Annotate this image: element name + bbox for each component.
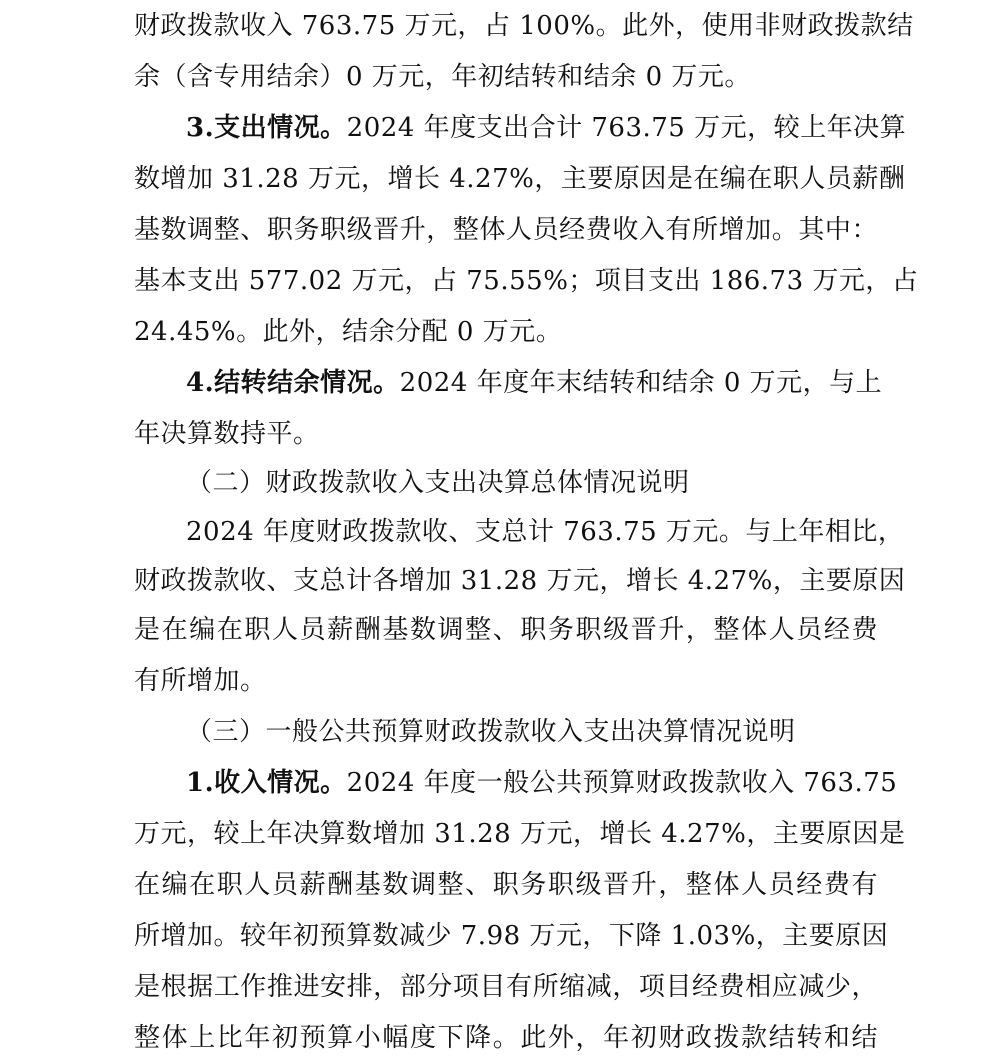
text-line-17-text: 万元，较上年决算数增加 31.28 万元，增长 4.27%，主要原因是 [134, 819, 906, 849]
text-line-14 [134, 656, 878, 706]
text-line-20 [134, 962, 878, 1012]
expense-section-label: 3.支出情况。 [186, 113, 347, 143]
text-line-3-text: 2024 年度支出合计 763.75 万元，较上年决算 [346, 113, 907, 143]
income-section-label: 1.收入情况。 [186, 768, 347, 798]
text-line-19 [134, 911, 889, 961]
text-line-16-text: 2024 年度一般公共预算财政拨款收入 763.75 [346, 768, 898, 798]
expense-heading-line [186, 103, 907, 153]
text-line-5 [134, 205, 878, 255]
income-heading-line [186, 758, 898, 808]
text-line-17 [134, 809, 906, 859]
text-line-7-text: 24.45%。此外，结余分配 0 万元。 [134, 317, 563, 347]
text-line-1 [134, 1, 914, 51]
text-line-18 [134, 860, 878, 910]
text-line-13 [134, 605, 878, 655]
text-line-12-text: 财政拨款收、支总计各增加 31.28 万元，增长 4.27%，主要原因 [134, 566, 906, 596]
text-line-14-text: 有所增加。 [134, 666, 267, 696]
text-line-4 [134, 154, 906, 204]
text-line-11-text: 2024 年度财政拨款收、支总计 763.75 万元。与上年相比， [186, 517, 905, 547]
section-two-heading [186, 458, 878, 508]
text-line-11 [186, 507, 905, 557]
text-line-9 [134, 409, 878, 459]
text-line-12 [134, 556, 906, 606]
text-line-6-text: 基本支出 577.02 万元，占 75.55%；项目支出 186.73 万元，占 [134, 266, 919, 296]
balance-section-label: 4.结转结余情况。 [186, 368, 400, 398]
text-line-2-text: 余（含专用结余）0 万元，年初结转和结余 0 万元。 [134, 62, 751, 92]
text-line-19-text: 所增加。较年初预算数减少 7.98 万元，下降 1.03%，主要原因 [134, 921, 889, 951]
text-line-18-text: 在编在职人员薪酬基数调整、职务职级晋升，整体人员经费有 [134, 870, 878, 900]
section-three-heading-text: （三）一般公共预算财政拨款收入支出决算情况说明 [186, 717, 796, 747]
section-three-heading [186, 707, 878, 757]
text-line-8-text: 2024 年度年末结转和结余 0 万元，与上 [399, 368, 883, 398]
text-line-6 [134, 256, 919, 306]
text-line-2 [134, 52, 878, 102]
balance-heading-line [186, 358, 883, 408]
text-line-9-text: 年决算数持平。 [134, 419, 320, 449]
text-line-5-text: 基数调整、职务职级晋升，整体人员经费收入有所增加。其中： [134, 215, 878, 245]
text-line-13-text: 是在编在职人员薪酬基数调整、职务职级晋升，整体人员经费 [134, 615, 878, 645]
text-line-1-text: 财政拨款收入 763.75 万元，占 100%。此外，使用非财政拨款结 [134, 11, 914, 41]
text-line-4-text: 数增加 31.28 万元，增长 4.27%，主要原因是在编在职人员薪酬 [134, 164, 906, 194]
text-line-21-text: 整体上比年初预算小幅度下降。此外，年初财政拨款结转和结 [134, 1023, 878, 1053]
text-line-20-text: 是根据工作推进安排，部分项目有所缩减，项目经费相应减少， [134, 972, 878, 1002]
text-line-7 [134, 307, 878, 357]
section-two-heading-text: （二）财政拨款收入支出决算总体情况说明 [186, 468, 690, 498]
